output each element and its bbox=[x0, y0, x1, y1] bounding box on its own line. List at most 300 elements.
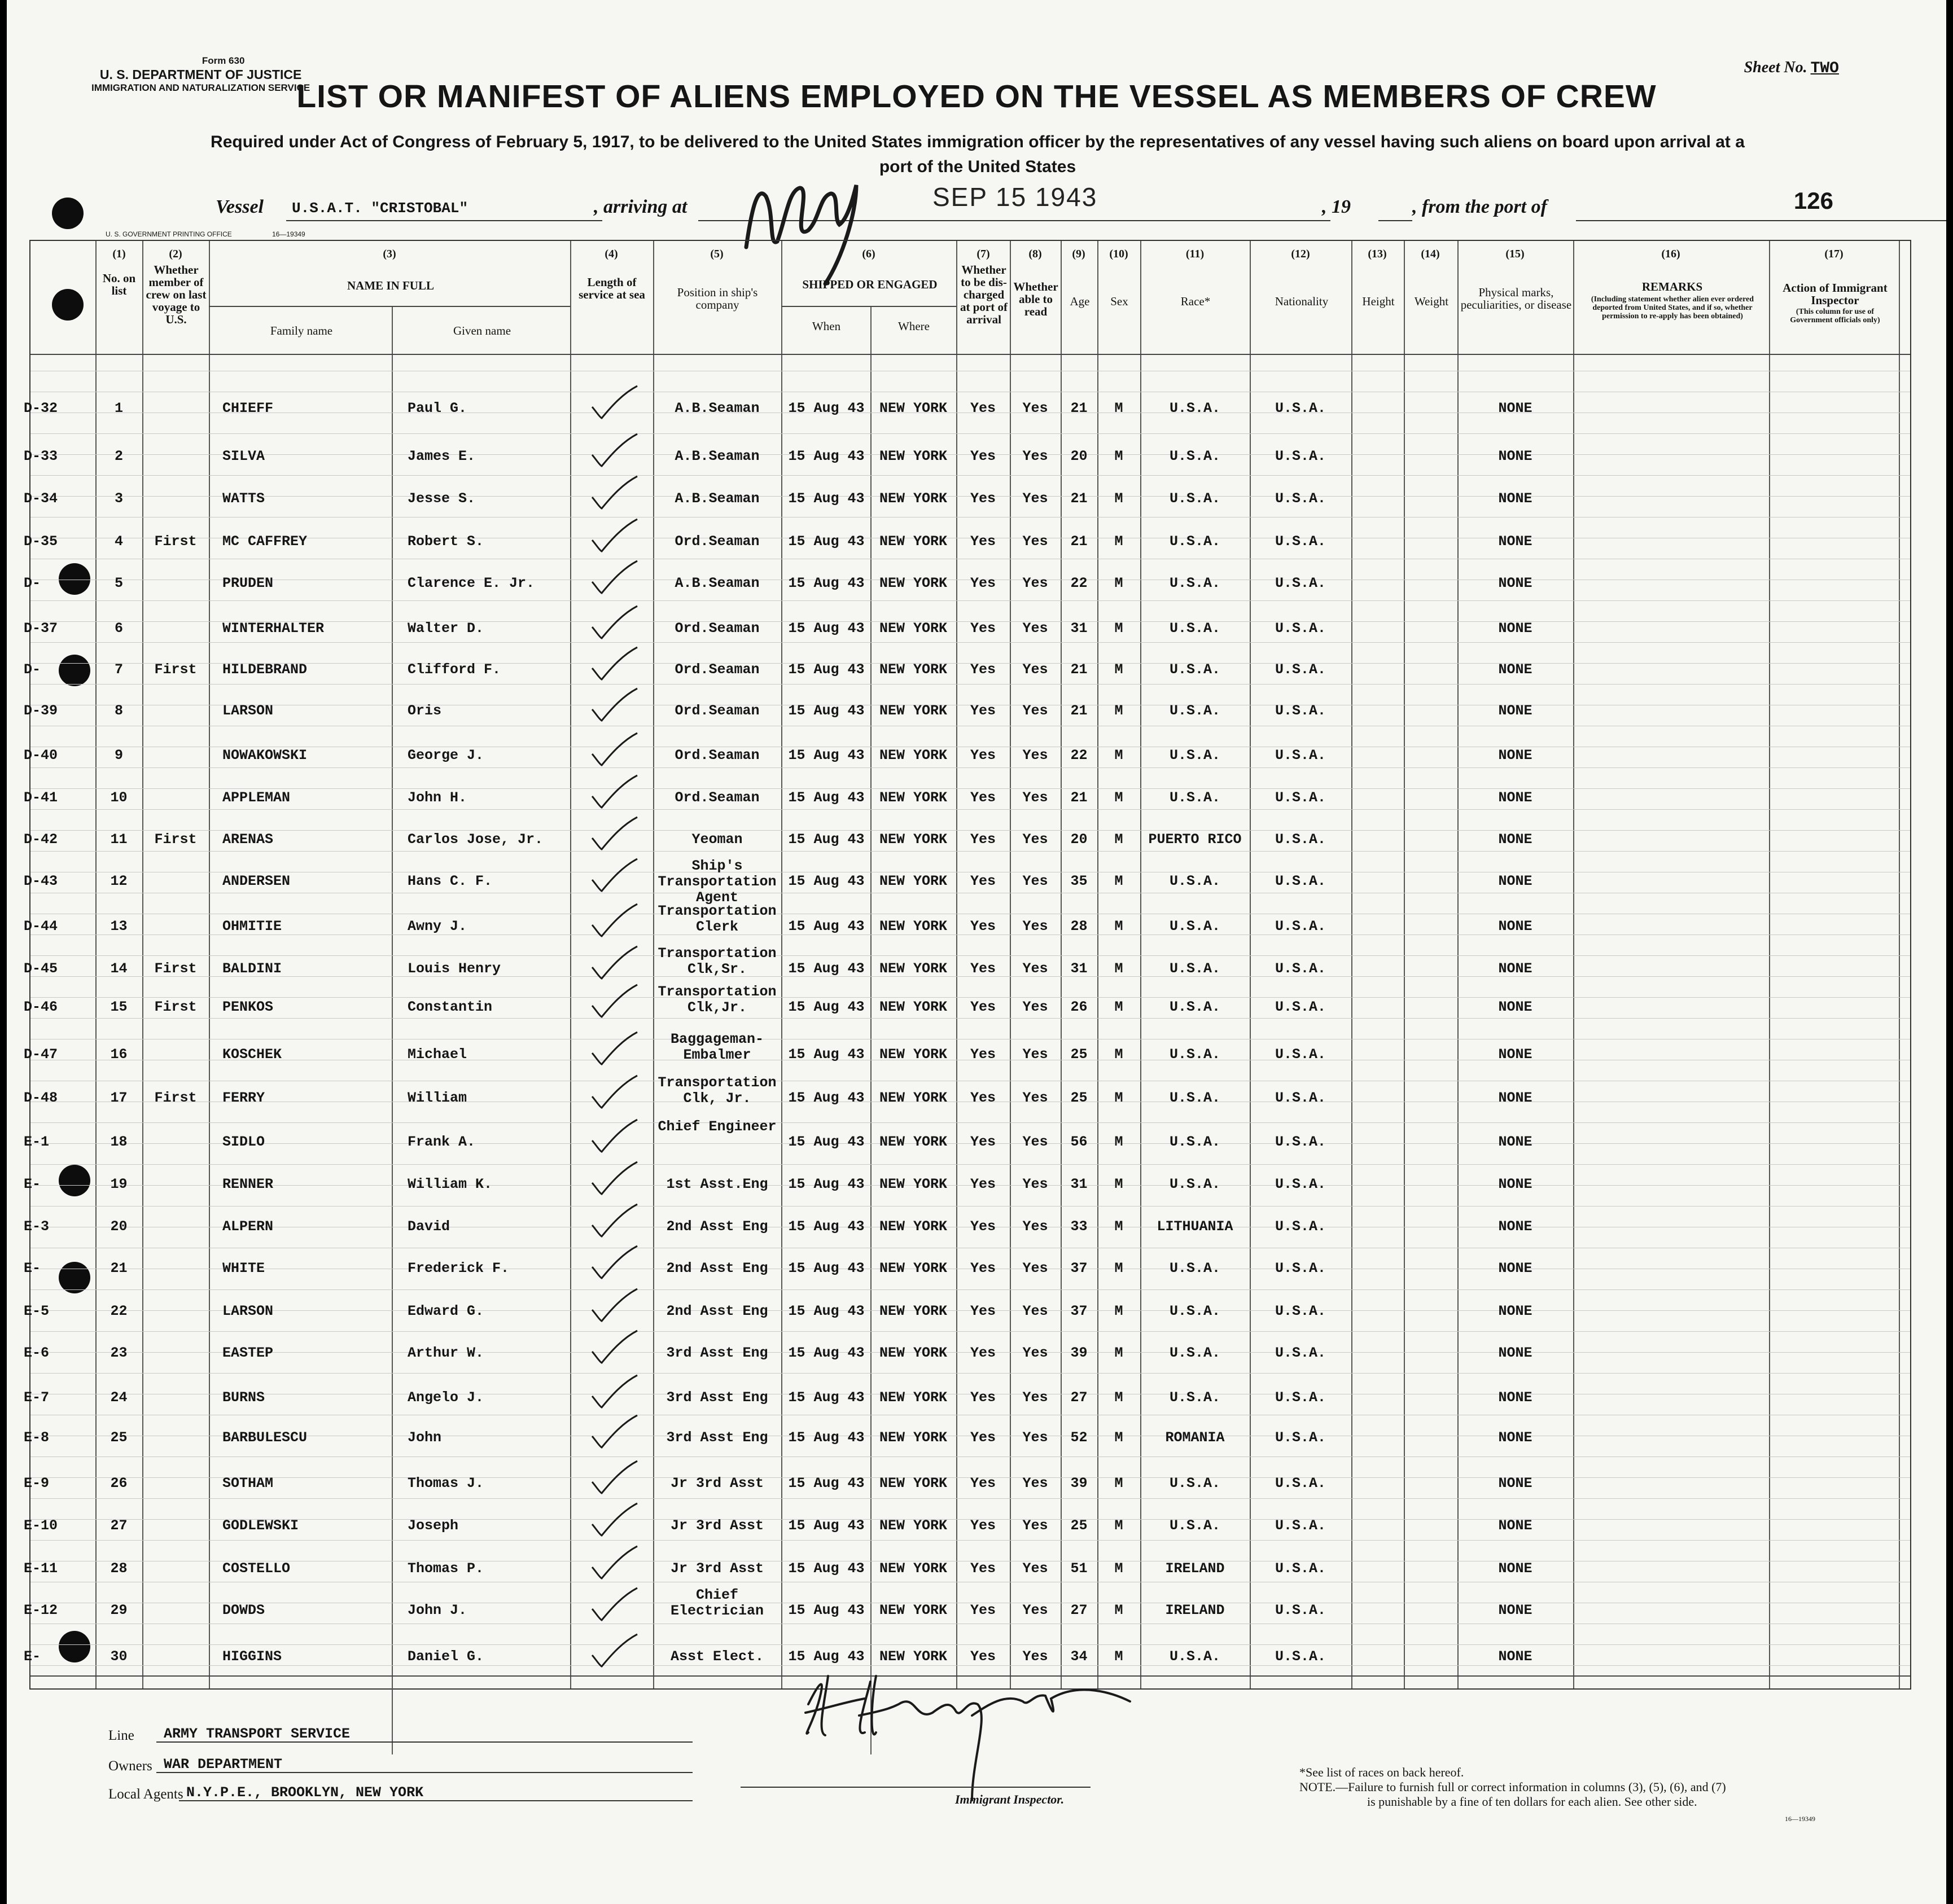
row-where: NEW YORK bbox=[879, 1560, 948, 1577]
row-when: 15 Aug 43 bbox=[788, 999, 865, 1015]
row-given-name: Arthur W. bbox=[408, 1345, 484, 1361]
row-family-name: SILVA bbox=[222, 448, 265, 464]
checkmark-icon bbox=[589, 1543, 640, 1583]
row-number: 14 bbox=[110, 960, 128, 977]
row-age: 39 bbox=[1070, 1345, 1088, 1361]
row-nationality: U.S.A. bbox=[1275, 999, 1326, 1015]
row-able-to-read: Yes bbox=[1022, 999, 1048, 1015]
row-given-name: Walter D. bbox=[408, 620, 484, 637]
row-nationality: U.S.A. bbox=[1275, 490, 1326, 507]
manifest-footer bbox=[7, 1716, 1946, 1885]
row-sex: M bbox=[1114, 1046, 1123, 1063]
races-note: *See list of races on back hereof. bbox=[1299, 1765, 1464, 1779]
row-able-to-read: Yes bbox=[1022, 960, 1048, 977]
row-family-name: EASTEP bbox=[222, 1345, 274, 1361]
row-age: 31 bbox=[1070, 620, 1088, 637]
row-given-name: John bbox=[408, 1429, 442, 1446]
row-race: U.S.A. bbox=[1169, 400, 1220, 416]
row-family-name: WINTERHALTER bbox=[222, 620, 325, 637]
row-physical-marks: NONE bbox=[1498, 1560, 1532, 1577]
row-when: 15 Aug 43 bbox=[788, 490, 865, 507]
row-tag: D-37 bbox=[24, 620, 58, 637]
row-number: 17 bbox=[110, 1090, 128, 1106]
row-family-name: ARENAS bbox=[222, 831, 274, 848]
row-position: Chief Engineer bbox=[658, 1118, 777, 1135]
row-when: 15 Aug 43 bbox=[788, 1389, 865, 1406]
printing-office: U. S. GOVERNMENT PRINTING OFFICE bbox=[106, 230, 232, 238]
header-discharged: Whether to be dis- charged at port of arrival bbox=[960, 263, 1008, 326]
row-given-name: Thomas J. bbox=[408, 1475, 484, 1491]
row-position: 2nd Asst Eng bbox=[666, 1303, 768, 1319]
row-number: 12 bbox=[110, 873, 128, 889]
row-family-name: SOTHAM bbox=[222, 1475, 274, 1491]
row-family-name: OHMITIE bbox=[222, 918, 282, 935]
column-number: (17) bbox=[1824, 248, 1843, 260]
manifest-page bbox=[7, 0, 1946, 1904]
row-physical-marks: NONE bbox=[1498, 1345, 1532, 1361]
row-age: 31 bbox=[1070, 960, 1088, 977]
row-sex: M bbox=[1114, 1218, 1123, 1235]
row-sex: M bbox=[1114, 661, 1123, 678]
row-age: 20 bbox=[1070, 448, 1088, 464]
header-age: Age bbox=[1070, 295, 1090, 308]
row-family-name: LARSON bbox=[222, 1303, 274, 1319]
row-number: 25 bbox=[110, 1429, 128, 1446]
row-sex: M bbox=[1114, 533, 1123, 550]
row-position: Chief Electrician bbox=[670, 1587, 764, 1619]
row-physical-marks: NONE bbox=[1498, 1260, 1532, 1276]
row-race: U.S.A. bbox=[1169, 1303, 1220, 1319]
row-able-to-read: Yes bbox=[1022, 1429, 1048, 1446]
header-physical-marks: Physical marks, peculiarities, or disease bbox=[1460, 286, 1572, 312]
owners-value: WAR DEPARTMENT bbox=[164, 1756, 283, 1773]
row-number: 7 bbox=[114, 661, 123, 678]
row-position: 3rd Asst Eng bbox=[666, 1345, 768, 1361]
row-position: Ord.Seaman bbox=[675, 789, 760, 806]
row-position: Ord.Seaman bbox=[675, 747, 760, 764]
checkmark-icon bbox=[589, 1585, 640, 1625]
row-where: NEW YORK bbox=[879, 1176, 948, 1192]
row-physical-marks: NONE bbox=[1498, 448, 1532, 464]
row-given-name: Angelo J. bbox=[408, 1389, 484, 1406]
row-when: 15 Aug 43 bbox=[788, 1517, 865, 1534]
row-last-voyage: First bbox=[154, 661, 197, 678]
sheet-label: Sheet No. bbox=[1744, 59, 1807, 76]
row-number: 20 bbox=[110, 1218, 128, 1235]
row-race: U.S.A. bbox=[1169, 999, 1220, 1015]
row-position: Ship's Transportation Agent bbox=[658, 858, 777, 906]
header-remarks: REMARKS bbox=[1641, 280, 1703, 293]
column-number: (1) bbox=[112, 248, 126, 260]
row-where: NEW YORK bbox=[879, 747, 948, 764]
row-tag: E- bbox=[24, 1176, 41, 1192]
row-race: U.S.A. bbox=[1169, 747, 1220, 764]
row-last-voyage: First bbox=[154, 999, 197, 1015]
row-given-name: William K. bbox=[408, 1176, 493, 1192]
row-physical-marks: NONE bbox=[1498, 873, 1532, 889]
row-nationality: U.S.A. bbox=[1275, 661, 1326, 678]
row-discharged: Yes bbox=[970, 400, 996, 416]
row-sex: M bbox=[1114, 490, 1123, 507]
row-age: 21 bbox=[1070, 789, 1088, 806]
sheet-value: TWO bbox=[1810, 60, 1839, 77]
row-age: 52 bbox=[1070, 1429, 1088, 1446]
row-sex: M bbox=[1114, 1648, 1123, 1665]
row-family-name: LARSON bbox=[222, 703, 274, 719]
row-discharged: Yes bbox=[970, 789, 996, 806]
row-number: 21 bbox=[110, 1260, 128, 1276]
row-physical-marks: NONE bbox=[1498, 1176, 1532, 1192]
row-family-name: ANDERSEN bbox=[222, 873, 291, 889]
row-nationality: U.S.A. bbox=[1275, 1475, 1326, 1491]
row-number: 18 bbox=[110, 1134, 128, 1150]
row-able-to-read: Yes bbox=[1022, 1648, 1048, 1665]
row-age: 26 bbox=[1070, 999, 1088, 1015]
row-number: 2 bbox=[114, 448, 123, 464]
row-tag: E-12 bbox=[24, 1602, 58, 1618]
row-when: 15 Aug 43 bbox=[788, 918, 865, 935]
checkmark-icon bbox=[589, 383, 640, 423]
row-sex: M bbox=[1114, 1560, 1123, 1577]
row-sex: M bbox=[1114, 1176, 1123, 1192]
row-physical-marks: NONE bbox=[1498, 1218, 1532, 1235]
row-when: 15 Aug 43 bbox=[788, 1303, 865, 1319]
row-family-name: DOWDS bbox=[222, 1602, 265, 1618]
row-given-name: John J. bbox=[408, 1602, 467, 1618]
checkmark-icon bbox=[589, 558, 640, 598]
row-sex: M bbox=[1114, 747, 1123, 764]
row-discharged: Yes bbox=[970, 1176, 996, 1192]
row-given-name: Oris bbox=[408, 703, 442, 719]
punch-hole bbox=[52, 198, 84, 229]
row-family-name: BARBULESCU bbox=[222, 1429, 308, 1446]
row-race: PUERTO RICO bbox=[1148, 831, 1242, 848]
row-sex: M bbox=[1114, 1429, 1123, 1446]
row-when: 15 Aug 43 bbox=[788, 1260, 865, 1276]
row-when: 15 Aug 43 bbox=[788, 873, 865, 889]
row-number: 30 bbox=[110, 1648, 128, 1665]
row-where: NEW YORK bbox=[879, 1648, 948, 1665]
row-nationality: U.S.A. bbox=[1275, 1648, 1326, 1665]
form-number: Form 630 bbox=[202, 55, 245, 66]
row-sex: M bbox=[1114, 1303, 1123, 1319]
row-number: 24 bbox=[110, 1389, 128, 1406]
row-physical-marks: NONE bbox=[1498, 1134, 1532, 1150]
row-where: NEW YORK bbox=[879, 1303, 948, 1319]
header-name-in-full: NAME IN FULL bbox=[347, 279, 434, 292]
header-no-on-list: No. on list bbox=[102, 271, 136, 297]
row-when: 15 Aug 43 bbox=[788, 448, 865, 464]
header-remarks-note: (Including statement whether alien ever ordered deported from United States, and if so, whether permission to re-apply has been obtained) bbox=[1591, 295, 1754, 321]
row-position: Ord.Seaman bbox=[675, 620, 760, 637]
row-able-to-read: Yes bbox=[1022, 1134, 1048, 1150]
row-given-name: Awny J. bbox=[408, 918, 467, 935]
header-inspector-note: (This column for use of Government officials only) bbox=[1790, 308, 1880, 324]
row-race: U.S.A. bbox=[1169, 1046, 1220, 1063]
checkmark-icon bbox=[589, 730, 640, 770]
row-sex: M bbox=[1114, 873, 1123, 889]
row-race: U.S.A. bbox=[1169, 789, 1220, 806]
row-discharged: Yes bbox=[970, 1602, 996, 1618]
row-age: 56 bbox=[1070, 1134, 1088, 1150]
row-discharged: Yes bbox=[970, 448, 996, 464]
row-when: 15 Aug 43 bbox=[788, 1648, 865, 1665]
row-where: NEW YORK bbox=[879, 620, 948, 637]
header-last-voyage: Whether member of crew on last voyage to U.S. bbox=[146, 263, 207, 326]
row-family-name: APPLEMAN bbox=[222, 789, 291, 806]
row-position: Transportation Clerk bbox=[658, 903, 777, 935]
page-title: LIST OR MANIFEST OF ALIENS EMPLOYED ON THE VESSEL AS MEMBERS OF CREW bbox=[296, 78, 1657, 115]
row-nationality: U.S.A. bbox=[1275, 1602, 1326, 1618]
row-race: ROMANIA bbox=[1165, 1429, 1225, 1446]
row-sex: M bbox=[1114, 620, 1123, 637]
row-discharged: Yes bbox=[970, 960, 996, 977]
row-where: NEW YORK bbox=[879, 1475, 948, 1491]
row-where: NEW YORK bbox=[879, 400, 948, 416]
row-physical-marks: NONE bbox=[1498, 831, 1532, 848]
row-number: 15 bbox=[110, 999, 128, 1015]
row-number: 9 bbox=[114, 747, 123, 764]
column-number: (6) bbox=[862, 248, 875, 260]
row-tag: D- bbox=[24, 661, 41, 678]
row-discharged: Yes bbox=[970, 703, 996, 719]
row-race: U.S.A. bbox=[1169, 1648, 1220, 1665]
checkmark-icon bbox=[589, 773, 640, 812]
row-family-name: HIGGINS bbox=[222, 1648, 282, 1665]
row-nationality: U.S.A. bbox=[1275, 620, 1326, 637]
row-number: 13 bbox=[110, 918, 128, 935]
row-nationality: U.S.A. bbox=[1275, 747, 1326, 764]
row-age: 37 bbox=[1070, 1303, 1088, 1319]
checkmark-icon bbox=[589, 473, 640, 513]
row-last-voyage: First bbox=[154, 831, 197, 848]
checkmark-icon bbox=[589, 1201, 640, 1241]
row-nationality: U.S.A. bbox=[1275, 575, 1326, 591]
row-tag: D-43 bbox=[24, 873, 58, 889]
row-age: 33 bbox=[1070, 1218, 1088, 1235]
row-given-name: Paul G. bbox=[408, 400, 467, 416]
row-able-to-read: Yes bbox=[1022, 400, 1048, 416]
arrival-date-stamp: SEP 15 1943 bbox=[932, 182, 1098, 212]
row-race: U.S.A. bbox=[1169, 1475, 1220, 1491]
row-physical-marks: NONE bbox=[1498, 620, 1532, 637]
row-where: NEW YORK bbox=[879, 1090, 948, 1106]
header-position: Position in ship's company bbox=[677, 286, 758, 312]
row-physical-marks: NONE bbox=[1498, 1046, 1532, 1063]
vessel-label: Vessel bbox=[216, 196, 264, 217]
row-discharged: Yes bbox=[970, 1090, 996, 1106]
row-discharged: Yes bbox=[970, 1560, 996, 1577]
row-tag: D-39 bbox=[24, 703, 58, 719]
row-physical-marks: NONE bbox=[1498, 1648, 1532, 1665]
row-given-name: David bbox=[408, 1218, 450, 1235]
row-last-voyage: First bbox=[154, 1090, 197, 1106]
checkmark-icon bbox=[589, 1372, 640, 1412]
manifest-number: 126 bbox=[1793, 187, 1833, 214]
header-family-name: Family name bbox=[270, 324, 333, 337]
header-inspector-action: Action of Immigrant Inspector bbox=[1783, 281, 1888, 307]
row-physical-marks: NONE bbox=[1498, 400, 1532, 416]
row-family-name: PRUDEN bbox=[222, 575, 274, 591]
checkmark-icon bbox=[589, 1159, 640, 1199]
row-when: 15 Aug 43 bbox=[788, 1090, 865, 1106]
checkmark-icon bbox=[589, 1286, 640, 1326]
row-last-voyage: First bbox=[154, 533, 197, 550]
row-physical-marks: NONE bbox=[1498, 661, 1532, 678]
row-sex: M bbox=[1114, 831, 1123, 848]
row-age: 22 bbox=[1070, 575, 1088, 591]
row-position: Asst Elect. bbox=[670, 1648, 764, 1665]
row-position: 3rd Asst Eng bbox=[666, 1389, 768, 1406]
row-physical-marks: NONE bbox=[1498, 747, 1532, 764]
row-physical-marks: NONE bbox=[1498, 918, 1532, 935]
row-age: 31 bbox=[1070, 1176, 1088, 1192]
row-tag: D-45 bbox=[24, 960, 58, 977]
row-when: 15 Aug 43 bbox=[788, 960, 865, 977]
page-subtitle bbox=[131, 130, 1824, 179]
row-sex: M bbox=[1114, 448, 1123, 464]
row-discharged: Yes bbox=[970, 1475, 996, 1491]
row-family-name: KOSCHEK bbox=[222, 1046, 282, 1063]
column-number: (5) bbox=[710, 248, 724, 260]
row-family-name: PENKOS bbox=[222, 999, 274, 1015]
row-nationality: U.S.A. bbox=[1275, 1046, 1326, 1063]
row-nationality: U.S.A. bbox=[1275, 1560, 1326, 1577]
row-able-to-read: Yes bbox=[1022, 1389, 1048, 1406]
row-physical-marks: NONE bbox=[1498, 1602, 1532, 1618]
row-physical-marks: NONE bbox=[1498, 789, 1532, 806]
checkmark-icon bbox=[589, 944, 640, 983]
row-family-name: NOWAKOWSKI bbox=[222, 747, 308, 764]
row-able-to-read: Yes bbox=[1022, 1560, 1048, 1577]
row-sex: M bbox=[1114, 703, 1123, 719]
row-able-to-read: Yes bbox=[1022, 747, 1048, 764]
subtitle-line-1: Required under Act of Congress of February 5, 1917, to be delivered to the United States immigration officer by the representatives of any vessel having such aliens on board upon arrival at a bbox=[211, 133, 1745, 151]
row-discharged: Yes bbox=[970, 999, 996, 1015]
row-discharged: Yes bbox=[970, 1303, 996, 1319]
row-sex: M bbox=[1114, 999, 1123, 1015]
row-sex: M bbox=[1114, 789, 1123, 806]
column-number: (3) bbox=[383, 248, 396, 260]
column-number: (14) bbox=[1421, 248, 1440, 260]
header-nationality: Nationality bbox=[1275, 295, 1329, 308]
row-race: U.S.A. bbox=[1169, 1260, 1220, 1276]
row-able-to-read: Yes bbox=[1022, 1046, 1048, 1063]
row-number: 4 bbox=[114, 533, 123, 550]
row-discharged: Yes bbox=[970, 533, 996, 550]
row-discharged: Yes bbox=[970, 1648, 996, 1665]
row-nationality: U.S.A. bbox=[1275, 1517, 1326, 1534]
checkmark-icon bbox=[589, 1073, 640, 1112]
row-tag: E-3 bbox=[24, 1218, 50, 1235]
row-tag: D-42 bbox=[24, 831, 58, 848]
row-age: 21 bbox=[1070, 400, 1088, 416]
checkmark-icon bbox=[589, 982, 640, 1021]
row-when: 15 Aug 43 bbox=[788, 1475, 865, 1491]
row-able-to-read: Yes bbox=[1022, 490, 1048, 507]
row-able-to-read: Yes bbox=[1022, 1176, 1048, 1192]
row-tag: E-5 bbox=[24, 1303, 50, 1319]
checkmark-icon bbox=[589, 1029, 640, 1069]
fine-note-line-2: is punishable by a fine of ten dollars for each alien. See other side. bbox=[1367, 1795, 1697, 1809]
row-number: 22 bbox=[110, 1303, 128, 1319]
row-where: NEW YORK bbox=[879, 999, 948, 1015]
row-position: Transportation Clk,Jr. bbox=[658, 984, 777, 1016]
column-number: (10) bbox=[1109, 248, 1128, 260]
row-tag: E-1 bbox=[24, 1134, 50, 1150]
row-position: A.B.Seaman bbox=[675, 575, 760, 591]
checkmark-icon bbox=[589, 644, 640, 684]
column-number: (12) bbox=[1291, 248, 1310, 260]
row-race: IRELAND bbox=[1165, 1602, 1225, 1618]
row-age: 34 bbox=[1070, 1648, 1088, 1665]
row-position: A.B.Seaman bbox=[675, 448, 760, 464]
row-when: 15 Aug 43 bbox=[788, 1560, 865, 1577]
row-physical-marks: NONE bbox=[1498, 1517, 1532, 1534]
row-sex: M bbox=[1114, 1134, 1123, 1150]
row-physical-marks: NONE bbox=[1498, 490, 1532, 507]
row-race: U.S.A. bbox=[1169, 1090, 1220, 1106]
row-tag: E-10 bbox=[24, 1517, 58, 1534]
inspector-label: Immigrant Inspector. bbox=[955, 1792, 1065, 1806]
year-label: , 19 bbox=[1322, 196, 1351, 217]
row-family-name: SIDLO bbox=[222, 1134, 265, 1150]
column-number: (11) bbox=[1185, 248, 1205, 260]
row-age: 25 bbox=[1070, 1517, 1088, 1534]
row-nationality: U.S.A. bbox=[1275, 400, 1326, 416]
row-where: NEW YORK bbox=[879, 1429, 948, 1446]
column-number: (13) bbox=[1368, 248, 1387, 260]
row-tag: D-35 bbox=[24, 533, 58, 550]
row-family-name: ALPERN bbox=[222, 1218, 274, 1235]
header-when: When bbox=[812, 319, 841, 333]
row-nationality: U.S.A. bbox=[1275, 448, 1326, 464]
row-discharged: Yes bbox=[970, 747, 996, 764]
row-discharged: Yes bbox=[970, 1218, 996, 1235]
column-number: (15) bbox=[1505, 248, 1525, 260]
header-where: Where bbox=[898, 319, 930, 333]
row-able-to-read: Yes bbox=[1022, 1475, 1048, 1491]
from-label: , from the port of bbox=[1412, 196, 1547, 217]
row-given-name: Joseph bbox=[408, 1517, 459, 1534]
line-label: Line bbox=[108, 1728, 134, 1743]
row-when: 15 Aug 43 bbox=[788, 620, 865, 637]
checkmark-icon bbox=[589, 856, 640, 896]
header-able-to-read: Whether able to read bbox=[1013, 280, 1058, 318]
row-race: U.S.A. bbox=[1169, 1517, 1220, 1534]
header-length-of-service: Length of service at sea bbox=[579, 275, 645, 301]
row-able-to-read: Yes bbox=[1022, 661, 1048, 678]
row-where: NEW YORK bbox=[879, 575, 948, 591]
row-sex: M bbox=[1114, 575, 1123, 591]
row-nationality: U.S.A. bbox=[1275, 918, 1326, 935]
owners-label: Owners bbox=[108, 1758, 152, 1774]
row-where: NEW YORK bbox=[879, 661, 948, 678]
row-tag: D-32 bbox=[24, 400, 58, 416]
row-position: Transportation Clk, Jr. bbox=[658, 1074, 777, 1107]
row-sex: M bbox=[1114, 960, 1123, 977]
row-nationality: U.S.A. bbox=[1275, 1090, 1326, 1106]
row-race: LITHUANIA bbox=[1157, 1218, 1233, 1235]
fine-note-line-1: NOTE.—Failure to furnish full or correct information in columns (3), (5), (6), and (7) bbox=[1299, 1780, 1726, 1794]
sheet-number bbox=[1744, 59, 1839, 77]
row-family-name: COSTELLO bbox=[222, 1560, 291, 1577]
row-tag: D-48 bbox=[24, 1090, 58, 1106]
row-physical-marks: NONE bbox=[1498, 1303, 1532, 1319]
row-position: A.B.Seaman bbox=[675, 400, 760, 416]
checkmark-icon bbox=[589, 1458, 640, 1498]
row-number: 23 bbox=[110, 1345, 128, 1361]
